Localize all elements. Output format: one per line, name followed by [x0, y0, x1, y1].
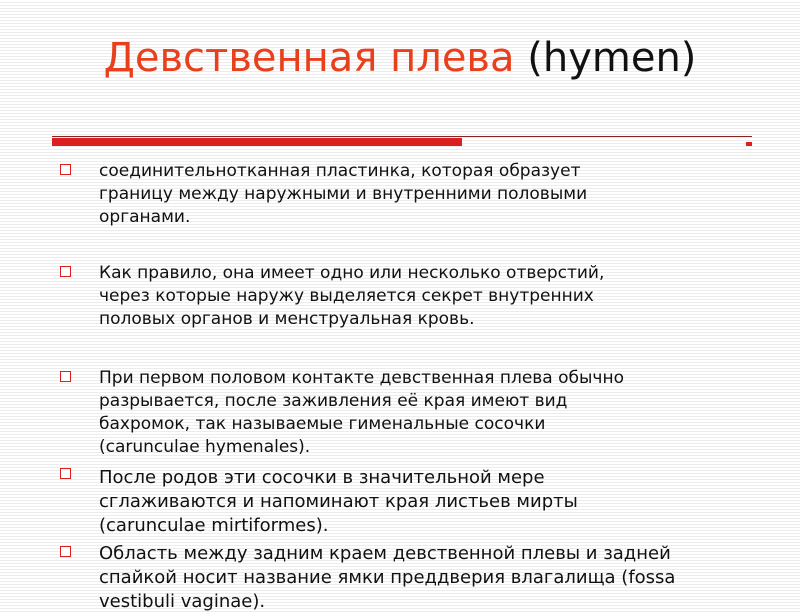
bullet-text: Область между задним краем девственной плевы и задней спайкой носит название ямки преддверия влагалища (fossa vestibuli vaginae). — [99, 543, 676, 612]
bullet-text: После родов эти сосочки в значительной мере сглаживаются и напоминают края листьев мирты (carunculae mirtiformes). — [99, 467, 578, 536]
bullet-text: Как правило, она имеет одно или несколько отверстий, через которые наружу выделяется секрет внутренних половых органов и менструальная кровь. — [99, 263, 605, 329]
title-latin: (hymen) — [527, 35, 697, 81]
title-main: Девственная плева — [103, 35, 515, 81]
square-bullet-icon — [60, 468, 71, 479]
bullet-text: При первом половом контакте девственная плева обычно разрывается, после заживления её края имеют вид бахромок, так называемые гименальные сосочки (carunculae hymenales). — [99, 368, 624, 457]
square-bullet-icon — [60, 371, 71, 382]
square-bullet-icon — [60, 266, 71, 277]
square-bullet-icon — [60, 546, 71, 557]
square-bullet-icon — [60, 164, 71, 175]
bullet-text: соединительнотканная пластинка, которая образует границу между наружными и внутренними половыми органами. — [99, 161, 588, 227]
